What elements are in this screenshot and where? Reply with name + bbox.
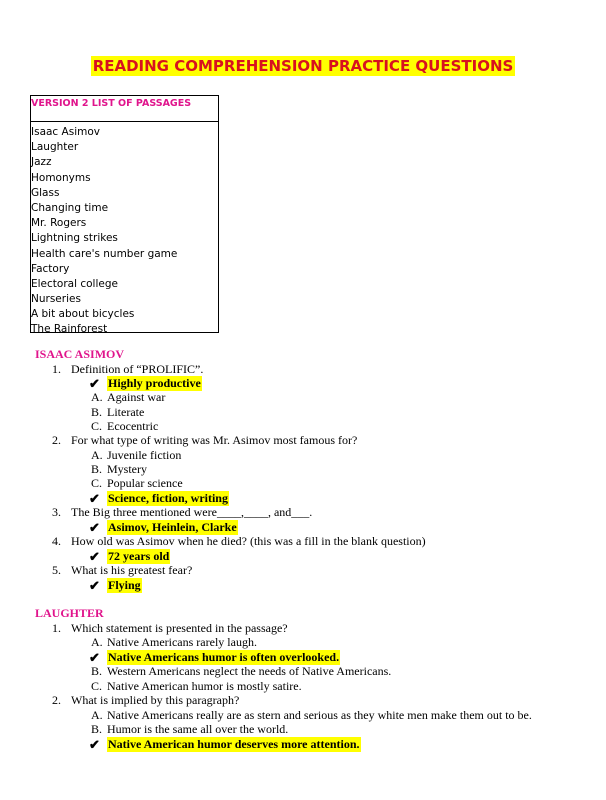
correct-answer: Highly productive [108,376,201,390]
passage-item: Changing time [31,201,109,214]
option-letter: C. [91,476,103,490]
passage-item: Homonyms [31,171,91,184]
passages-list [31,122,218,338]
question-text: Definition of “PROLIFIC”. [71,362,204,376]
option-text: Popular science [107,476,183,490]
correct-answer: Science, fiction, writing [108,491,228,505]
section-title: LAUGHTER [35,606,104,620]
question-number: 3. [52,505,61,519]
passage-item: Mr. Rogers [31,217,87,230]
option-letter: B. [91,722,103,736]
correct-answer: Flying [108,578,141,592]
question-number: 5. [52,563,61,577]
passage-item: Nurseries [31,293,81,306]
passage-item: Lightning strikes [31,232,118,245]
correct-answer: 72 years old [108,549,170,563]
option-letter: B. [91,664,103,678]
question-number: 2. [52,693,61,707]
option-text: Humor is the same all over the world. [107,722,289,736]
option-text: Mystery [107,462,147,476]
passage-item: Isaac Asimov [31,126,100,138]
option-text: Native Americans rarely laugh. [107,635,257,649]
question-number: 1. [52,362,61,376]
option-text: Juvenile fiction [107,448,182,462]
section-title: ISAAC ASIMOV [35,347,125,361]
checkmark-icon: ✔ [89,578,100,593]
checkmark-icon: ✔ [89,376,100,391]
passages-header: VERSION 2 LIST OF PASSAGES [31,96,218,122]
question-text: What is his greatest fear? [71,563,193,577]
option-letter: A. [91,708,103,722]
correct-answer: Asimov, Heinlein, Clarke [108,520,237,534]
option-letter: A. [91,390,103,404]
checkmark-icon: ✔ [89,650,100,665]
option-text: Western Americans neglect the needs of Native Americans. [107,664,392,678]
correct-answer: Native Americans humor is often overlooked. [108,650,340,664]
page-title-text: READING COMPREHENSION PRACTICE QUESTIONS [92,57,514,75]
question-number: 4. [52,534,61,548]
passage-item: Laughter [31,141,79,154]
passage-item: Glass [31,186,60,199]
passage-item: A bit about bicycles [31,308,135,321]
question-text: For what type of writing was Mr. Asimov most famous for? [71,433,358,447]
checkmark-icon: ✔ [89,491,100,506]
passage-item: Health care's number game [31,247,178,260]
option-text: Ecocentric [107,419,159,433]
checkmark-icon: ✔ [89,520,100,535]
option-text: Native Americans really are as stern and serious as they white men make them out to be. [107,708,532,722]
checkmark-icon: ✔ [89,549,100,564]
passage-item: The Rainforest [31,323,108,336]
question-text: The Big three mentioned were____,____, and___. [71,505,313,519]
question-number: 2. [52,433,61,447]
option-letter: C. [91,679,103,693]
passage-item: Electoral college [31,277,118,290]
option-letter: B. [91,462,103,476]
passages-table [30,95,219,336]
question-text: What is implied by this paragraph? [71,693,240,707]
option-text: Against war [107,390,166,404]
passage-item: Jazz [31,156,52,169]
option-letter: C. [91,419,103,433]
option-letter: A. [91,635,103,649]
option-text: Literate [107,405,145,419]
correct-answer: Native American humor deserves more attention. [108,737,360,751]
passage-item: Factory [31,262,70,275]
checkmark-icon: ✔ [89,737,100,752]
option-letter: B. [91,405,103,419]
question-text: How old was Asimov when he died? (this was a fill in the blank question) [71,534,426,548]
page-title [0,55,606,77]
option-text: Native American humor is mostly satire. [107,679,302,693]
question-number: 1. [52,621,61,635]
option-letter: A. [91,448,103,462]
question-text: Which statement is presented in the passage? [71,621,288,635]
